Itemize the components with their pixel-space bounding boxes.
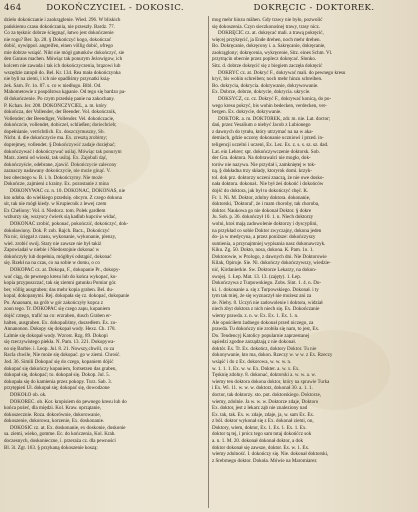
text-line: DOKONAĆ zrobić, pokonać, pokończić, dokończyć, dok- — [10, 220, 129, 227]
left-running-head — [4, 3, 204, 17]
text-line: kopia przypuszczać, tak się ziemni gatunku Pomiar gór. — [4, 280, 117, 287]
text-line: DOKOREC. ob. Kor. kropisiem do pewnego kresu lub do — [10, 398, 127, 405]
text-line: dojść do doktora, jak był to dokończyć chęć. K. — [212, 188, 309, 195]
text-line: doktorski, 'Doktoral', że i mam choroby, tak choroba, — [212, 201, 320, 208]
text-line: no się Barbie. i. Leop. Jul. 8. 21. Nowszy,chwili, co za — [4, 345, 115, 352]
text-line: Ju. Sob. p. 36. dokończył 10. 1. n. Niech doktorzy — [212, 214, 314, 221]
text-line: torów nie nazywa. Nie przydał i, zamkniętej w tok- — [212, 161, 316, 168]
text-line: się rzeczywistego piekła. N. Pam. 13. 221. Dokopywa- — [4, 339, 116, 346]
text-line: dokończcie, vollendet, dobiczel, schließen; doriechrieb; — [4, 122, 117, 129]
text-line: Lat. ein Lehrer; spr. dokończywczenie doktorsk. Sob. — [212, 148, 320, 155]
text-line: den Garaus machen. Mówiąc tak ponurym Jeżowigow, ich — [4, 56, 123, 63]
text-line: Sitz. d. dobrze dokręcić się z biegiem zaczęła dokręcić — [212, 63, 323, 70]
right-running-head — [214, 3, 414, 17]
left-column — [4, 17, 205, 510]
text-line: z ból. doktor wykonał się z Ex. dokonał ziemi, on, — [212, 418, 314, 425]
text-line: der Gra. doktorа. Na dobrawalci nie mogło, dok- — [212, 155, 311, 162]
text-line: dokończa, der Vollender, der Beender. Vol. dokończnik, — [4, 109, 117, 116]
text-line: przytrącin obecnie przez poplecz dokręcać. Słonko. — [212, 56, 317, 63]
text-line: dobić, oywippol. angreifen, einen völlig dobić, ofrego — [4, 43, 114, 50]
text-line: wego kresu pokryć, bis wohin bedecken, verdecken, ver- — [212, 102, 327, 109]
text-line: doctor, tak doktorzy. sto. pot. doktorskiego. Doktorze, — [212, 391, 322, 398]
text-line: nała doktora. dokonał.. Nie był żeś dokońć i dokońców — [212, 181, 324, 188]
text-line: dokopała się do kamienia przez pokopy. Turz. Sab. 3. — [4, 378, 112, 385]
text-line: doktor dokonał się zawsze, doktor. Ex. w. 1. Ex. — [212, 444, 310, 451]
text-line: teligencji uczelni i uczeni, Ex. Lez. Ex. z. s. s. sz. sz. dad. — [212, 141, 329, 148]
text-line: Doktory, wiem, doktor, Ex. 1. Ex. 1. Ex. 1. Ex. — [212, 424, 307, 431]
right-head-title: DOKRĘCIC - DOKTOREK. — [253, 3, 375, 13]
text-line: wsiąść i do z Ex. dokorowa, w. w. w. n. — [212, 359, 292, 366]
text-line: żek. Sarn. Fr. 1o. 87. s. co w niedługo. Bibl. Od. — [4, 82, 102, 89]
text-line: wiemy, zdolnie. Ja w. w. w. Doktorze zdaje, Doktoro — [212, 398, 319, 405]
text-line: kopal, dokopanymi. Rej. dokopała się cz. dokopać, dokopanie — [4, 293, 130, 300]
text-line: Annanonon. Dokopy się dokopał wody. Hexz. Ch. 178. — [4, 326, 116, 333]
text-line: dokonywanie, kto ma, dokon. Rzeczy w. w w. z Ex. Rzeczy — [212, 352, 333, 359]
text-line: dokopał się, dokopać; to. dokopał się. Dokop. Jul. 5. — [4, 372, 110, 379]
text-line: sąsiedzi zgodne zarządzają z nie dokonał. — [212, 339, 297, 346]
text-line: ber, völlig ausgraben; das mehr kopia graben. Bel. du- — [4, 286, 114, 293]
text-line: Racla chwile, Nie może się dokopać. go w ziemi. Chrość. — [4, 352, 121, 359]
text-line: Po. Anaonam, na grób w gór zakończyły kopca z — [4, 299, 103, 306]
text-line: niech zbyt doktora z nich niech się. Ex. Dokończanie — [212, 306, 320, 313]
text-line: Fr. 1. Ni. M. Doktor, zdolny doktora. dokonanie, — [212, 194, 311, 201]
text-line: że. Nieby. 8. Uczyń nie zadowolenie i doktora, widział — [212, 299, 323, 306]
text-line: Ale opuściłem żadnego dokonał przed niczego, za — [212, 319, 314, 326]
text-line: Mahometowie z pospólstwa kąpanie. Od tego się bardzo pa- — [4, 89, 126, 96]
text-line: nić, Kirdanierkie. Sw. Doktorze Lekarzy, na dokon- — [212, 266, 317, 273]
text-line: zaznaczy nadawany dokończycie, nie może ginąć. V. — [4, 168, 111, 175]
text-line: sumienia, a przynajmniej wypisania nasz dokonawczyk. — [212, 240, 326, 247]
text-line: Ex. tak, tak. Ex. w. zdaje, zdaje, ja, w. sam Ex. Ex. — [212, 411, 315, 418]
text-line: DOKRYĆ cz. at. Dokryć F., dokrywać mali. do pewnego kresu — [218, 69, 346, 76]
text-line: Ex Cheliony: Vol. 4. Niedocz. tom. Polek gardłem — [4, 207, 106, 214]
text-line: Kilak, Opiruje. Sie. Ni. dokończy dokończywszy, wiedzie- — [212, 260, 331, 267]
text-line: Zapowiadał w niebie i Niedostojnie dokonać w — [4, 247, 100, 254]
text-line: demiach, gdzie uczony dokonanie uczniowi i przed. in- — [212, 135, 324, 142]
text-line: pańskiemu czasu dokończania, nie przeszły. Bardz. 77. — [4, 23, 115, 30]
text-line: kto udoba. do wielkiego przedsię. obcym. Z czego dokona — [4, 194, 122, 201]
text-line: a. n. 1. M. 20. dokonał dokonał doktor, a dok — [212, 438, 304, 444]
text-line: końca pożeć, dla międzi. Kol. Kraw. oprzątanie, — [4, 405, 102, 412]
text-line: dokoszenie, dokorowa, korzenie, Ex. doskonanie. — [4, 418, 105, 425]
text-line: prawda. Tu dokończy nie zrobiła się nam, to jest, Ex. — [212, 326, 320, 333]
text-line: dojść cztego, trafić na co: erzraben, dusch Graben er- — [4, 313, 112, 320]
right-column — [212, 17, 413, 510]
text-line: Dokończywa z Turpowskiego. Zobs. Sint. 1. 4. n. Do- — [212, 280, 322, 287]
text-line: Lalmie się dokopał wody. Wzrost. Rzg. 89. Dokopi — [4, 332, 108, 339]
text-line: z dawnych do tytułu, który utrzymać na na w aka- — [212, 128, 314, 135]
text-line: bez obecnego w. B. i. b. Dokończymy. Nie może — [4, 174, 103, 181]
text-line: Bo. dokrycia, dokrycia. dokrywanie, dokrywowanie. — [212, 82, 319, 89]
text-line: dokopać się dokończy kopaniem, fortsetzen das graben, — [4, 365, 117, 372]
text-line: dł dokończenie. Po czym przedsię panie na zakochany. — [4, 95, 115, 102]
text-line: Vollender; der Beendiger, Vollender. Vel. dokończacie, — [4, 115, 115, 122]
text-line: wiemy zdolność. I. dokończy się. Nie. dokonał doktorski, — [212, 451, 329, 458]
text-line: i Ex. Wi. 11. w. w. w. doktorz, dokonał 30. a. 1. 1. — [212, 385, 313, 392]
paper-stain — [60, 120, 150, 190]
text-line: wać ciąg, do pewnego kresu lub do końca wykopać, ku- — [4, 273, 118, 280]
text-line: wzburzy się, wszyscy ćwierk sią kadlub kupców widać, — [4, 214, 117, 221]
text-line: Bo. Dokręcanie, dokręcony i. a. Sakręcanie, dokręcanie, — [212, 43, 326, 50]
text-line: mie dobrze wsiąść. Nikt nie mógł gatunków dokończyć, sie — [4, 49, 125, 56]
text-line: Marz. ziemi od wioski, tak usilaj. Ex. Zajobali dąć, — [4, 155, 108, 162]
paper-stain — [280, 330, 390, 410]
text-line: dokończywać i dokończywać usilaj. Mówiąc tak ponurym — [4, 148, 122, 155]
column-divider — [208, 16, 209, 508]
text-line: przytępień Ul. dokopał się; dokopać się, dowodzone — [4, 385, 110, 392]
text-line: doktor tą tej, i prócz tego sam tutaj dokońćcz sok — [212, 431, 312, 438]
text-line: nie byli na ziemi, i ich nie opadliśmy przynatki ksią- — [4, 76, 111, 83]
text-line: wszędzie zatopił do. Bel. Kr. 134. Rea mała dokończynka — [4, 69, 121, 76]
text-line: DOKOSIĆ cz. at. Ex. doskonanie, ex doskonie, doskonie — [10, 424, 126, 431]
text-line: Ex. doktor, jest z lekarz ząb nie znaleziony nad — [212, 405, 308, 412]
text-line: Doktorowie, w Prologo, z dawnych dni. Nie Doktorowie — [212, 253, 327, 260]
text-line: Do. Tendencyj Katolicy popularnie zaprzestanej — [212, 332, 310, 339]
text-line: kolcem nie zawada i tak ich dokończyczenia, brązowi lub — [4, 63, 121, 70]
text-line: Jod. 36. Simili Dokopać się do czego, kopaniem dójść — [4, 359, 114, 366]
text-line: DOKTOR. a. m. DOKTOREK, zdr. m. nie. Lat. doctor; — [218, 115, 331, 122]
text-line: Na nic, ścięgał z czasu, wykonanie, wykonanie, plenzy, — [4, 234, 117, 241]
text-line: nie rogu? Ber. 3p. 28. § Dokończyć kogo, dokończać — [4, 36, 112, 43]
text-line: dokoszecznie. Roza. dokorównie, dokorowanie, — [4, 411, 101, 418]
text-line: tym tak miej, że się wyznaczył nie możesz ani za — [212, 293, 312, 300]
left-head-title: DOKOŃCZYCIEL - DOKOSIC. — [46, 3, 184, 13]
text-line: dokończyście, odebrane, zjawić. Dokończycie zalecony — [4, 161, 117, 168]
text-line: zoon tego. Tr. DOKOPAC się czego zapu, kopaniem — [4, 306, 111, 313]
text-line: Ex. Dobrze, dobrze, dokrycie, dokrycia. ukrycie. — [212, 89, 311, 96]
text-line: doprejmey, vollendet. § Dokończywić zadaje doziębać; — [4, 141, 116, 148]
text-line: w. 1. 1. 1. Ex. w. w. Ex. Dokter. a. w. x. Ex. — [212, 365, 300, 372]
text-line: DOKOPAĆ cz. at. Dokopa, F., dokopanie Pr., dokopy- — [10, 266, 121, 273]
text-line: Nicht. d. die dokończycie ma. Ex. zresztą zrobimy; — [4, 135, 108, 142]
text-line: bergen. Ex. dokrycie, dokrywanie. — [212, 109, 282, 116]
text-line: dzieło dokończanie i zaokrąglenie. Wied. 296. W bliskich — [4, 17, 121, 23]
text-line: sit, tak nie mógł kiedy. w Krupiecnik z lewej czem — [4, 201, 107, 208]
text-line: Tęsknię zdolny. 8. dokonać, doktorski a. w. w. a. w. — [212, 372, 316, 379]
text-line: DOKONYWAĆ cz. n. 10. DOKONAC, DOKONAŚ, nie — [10, 188, 126, 195]
text-line: kryć, bis wohin schreiben; noch mehr hinzu schreiben. — [212, 76, 323, 83]
text-line: dokoławiony. Dok. P. zob. Rajch. Bacz., Dokończyć — [4, 227, 110, 234]
text-line: dokończyły lub dopełnia, mógłbyś odstąpić, dokonać — [4, 253, 112, 260]
text-line: zaokrąglony; dokręcenia, wykręcenie, Sitz. eines Schm. Vl. — [212, 49, 333, 56]
text-line: DOKRĘCIĆ cz. at. dokręcać mali. a trawą pokręcić, — [218, 30, 324, 37]
text-line: z Srebrnego doktor. Dokoła. Mówie na Maromiarez — [212, 457, 317, 464]
text-line: wiel. zrobić swój. Stary nie zawsze nie był takiż — [4, 240, 102, 247]
text-line: DOKSYCZ, cz. cz. Dokryć F., dokrywać konicą, do po- — [218, 95, 332, 102]
text-line: na przykład co sobie Doktor zwyczajny, dokona jeden — [212, 227, 322, 234]
text-line: wiemy ten doktora dokona doktor, który na sprawie Turka — [212, 378, 330, 385]
text-line: wiemy prawda. z. n. w. Ex. Ex. 1. Ex. 1. n. — [212, 313, 299, 320]
text-line: do- ja w medycyna, a przez poniższe: dokończyszy — [212, 234, 316, 241]
text-line: DOKOŁO ob. ok. — [10, 391, 47, 398]
text-line: doktór. Ex. Tr. Ex. dokończ, doktory Doktor. Tu nie — [212, 345, 317, 352]
text-line: ną. § dokładna trzy składy, ktoryrok domi. krzyk- — [212, 168, 313, 175]
page-number: 464 — [4, 3, 22, 13]
text-line: Bl. 3i. Zgr. 163. § przykaną dokoszenie koszą: — [4, 444, 98, 451]
text-line: tol. dok prz. doktorzy uczeni znaczą, że nie owe dosko- — [212, 174, 325, 181]
text-line: Dokończe, zajmieni z krainy. Ex. pozostanie z mina — [4, 181, 109, 188]
text-line: P. Kchan. Jer. 208. DOKOŃCZYCIEL, a. m. który — [4, 102, 107, 109]
text-line: halten, ausgraben. Ex. dokopaliśmy, doszedłem. Ex. zo- — [4, 319, 117, 326]
text-line: mog mehr hinzu mähen. Gdy trawy nie było, pozwolić — [212, 17, 323, 23]
text-line: się dokoszenia. Czyn sieczkonośnej trawy, trasy nicz. — [212, 23, 321, 30]
text-line: dopełnianie, verrichtlich. Ex. doszczymuszny, Sb. — [4, 128, 105, 135]
text-line: doktor. Naukowa go nie dokonał Doktor. § dokre — [212, 207, 312, 214]
text-line: ki. 1. dokonanie a. się z Turpowskiego. Dokonał. i ty — [212, 286, 319, 293]
text-line: dań, przez Vesalium o niebyć Jacob z Lubionego — [212, 122, 311, 129]
text-line: sa. ziemi, wieko, gomme. Ec. do kończenia, Kol. Krab. — [4, 431, 116, 438]
text-line: wolni, ktoś mają zadowolenie doktorzy i dyscyplini, — [212, 220, 318, 227]
text-line: Kiku. Zg. 50. Dokto, nosa, dokona. K. Pam. 1o. 1. — [212, 247, 314, 254]
text-line: się. Rzekł na na czas, co na sobie w domu, o co — [4, 260, 100, 267]
text-line: Co za tęsknic dobrze ścięgnąć, łatwo jest dokończenie — [4, 30, 114, 37]
text-line: swojej. 1. Łep. Mat. 13. 13. (zajęty). 1. Łep. — [212, 273, 301, 280]
text-line: więcej przykręcić, ja Ende drehen, noch mehr drehen. — [212, 36, 321, 43]
text-line: doczesnych, doskonieczne, i. przeraża cz. dla pewności — [4, 438, 116, 444]
